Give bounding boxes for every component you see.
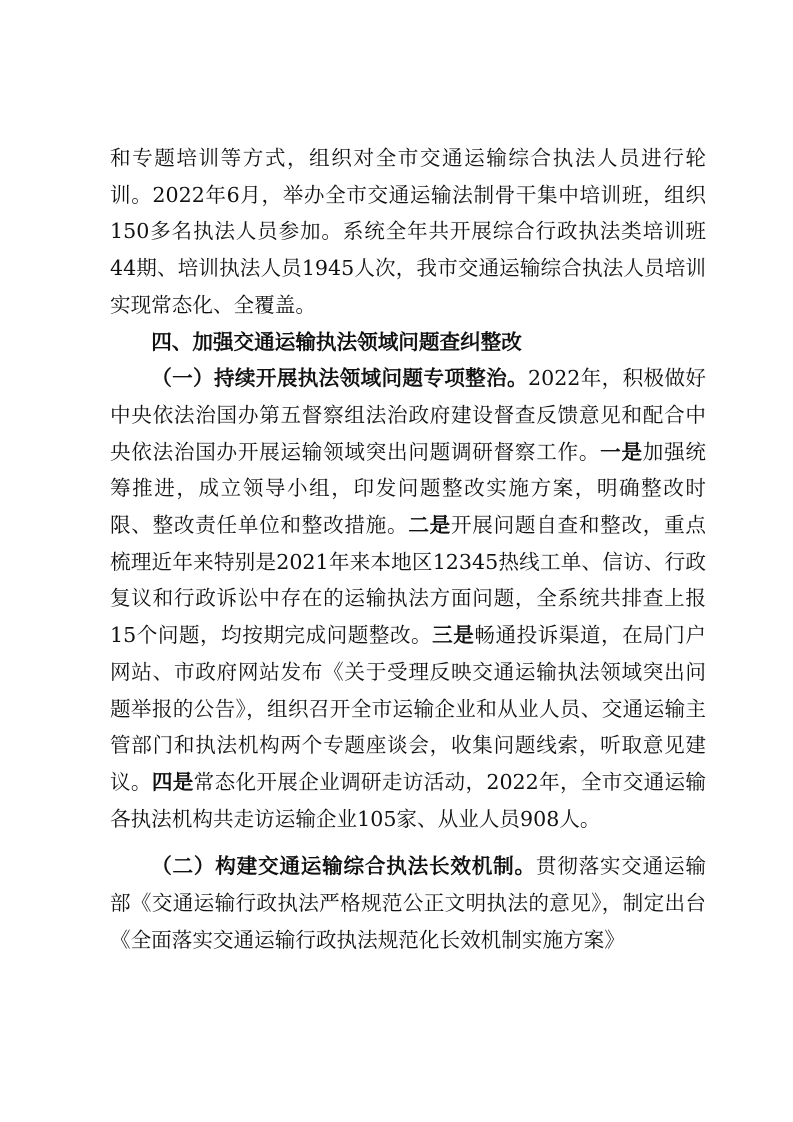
paragraph-one-text-3: 开展问题自查和整改，重点梳理近年来特别是2021年来本地区12345热线工单、信访、行政复议和行政诉讼中存在的运输执法方面问题，全系统共排查上报15个问题，均按期完成问题整改。 (110, 513, 707, 648)
paragraph-gap (110, 837, 706, 848)
subheading-two: （二）构建交通运输综合执法长效机制。 (151, 854, 536, 879)
paragraph-special-rectification (110, 360, 706, 837)
paragraph-one-text-5: 常态化开展企业调研走访活动，2022年，全市交通运输各执法机构共走访运输企业105家、从业人员908人。 (110, 769, 707, 831)
paragraph-training: 和专题培训等方式，组织对全市交通运输综合执法人员进行轮训。2022年6月，举办全市交通运输法制骨干集中培训班，组织150多名执法人员参加。系统全年共开展综合行政执法类培训班44期、培训执法人员1945人次，我市交通运输综合执法人员培训实现常态化、全覆盖。 (110, 146, 706, 317)
paragraph-one-text-1: 2022年，积极做好中央依法治国办第五督察组法治政府建设督查反馈意见和配合中央依法治国办开展运输领域突出问题调研督察工作。 (110, 366, 706, 464)
document-body (110, 140, 706, 958)
point-one-label: 一是 (600, 439, 643, 464)
paragraph-long-term-mechanism (110, 848, 706, 958)
point-three-label: 三是 (432, 623, 475, 648)
paragraph-one-text-2: 加强统筹推进，成立领导小组，印发问题整改实施方案，明确整改时限、整改责任单位和整改措施。 (110, 439, 707, 538)
paragraph-two-text-1: 贯彻落实交通运输部《交通运输行政执法严格规范公正文明执法的意见》，制定出台《全面落实交通运输行政执法规范化长效机制实施方案》 (110, 854, 707, 952)
paragraph-one-text-4: 畅通投诉渠道，在局门户网站、市政府网站发布《关于受理反映交通运输执法领域突出问题举报的公告》，组织召开全市运输企业和从业人员、交通运输主管部门和执法机构两个专题座谈会，收集问题线索，听取意见建议。 (110, 623, 706, 794)
point-four-label: 四是 (151, 769, 194, 794)
subheading-one: （一）持续开展执法领域问题专项整治。 (151, 366, 528, 391)
point-two-label: 二是 (408, 513, 451, 538)
section-heading-four: 四、加强交通运输执法领域问题查纠整改 (151, 329, 522, 354)
